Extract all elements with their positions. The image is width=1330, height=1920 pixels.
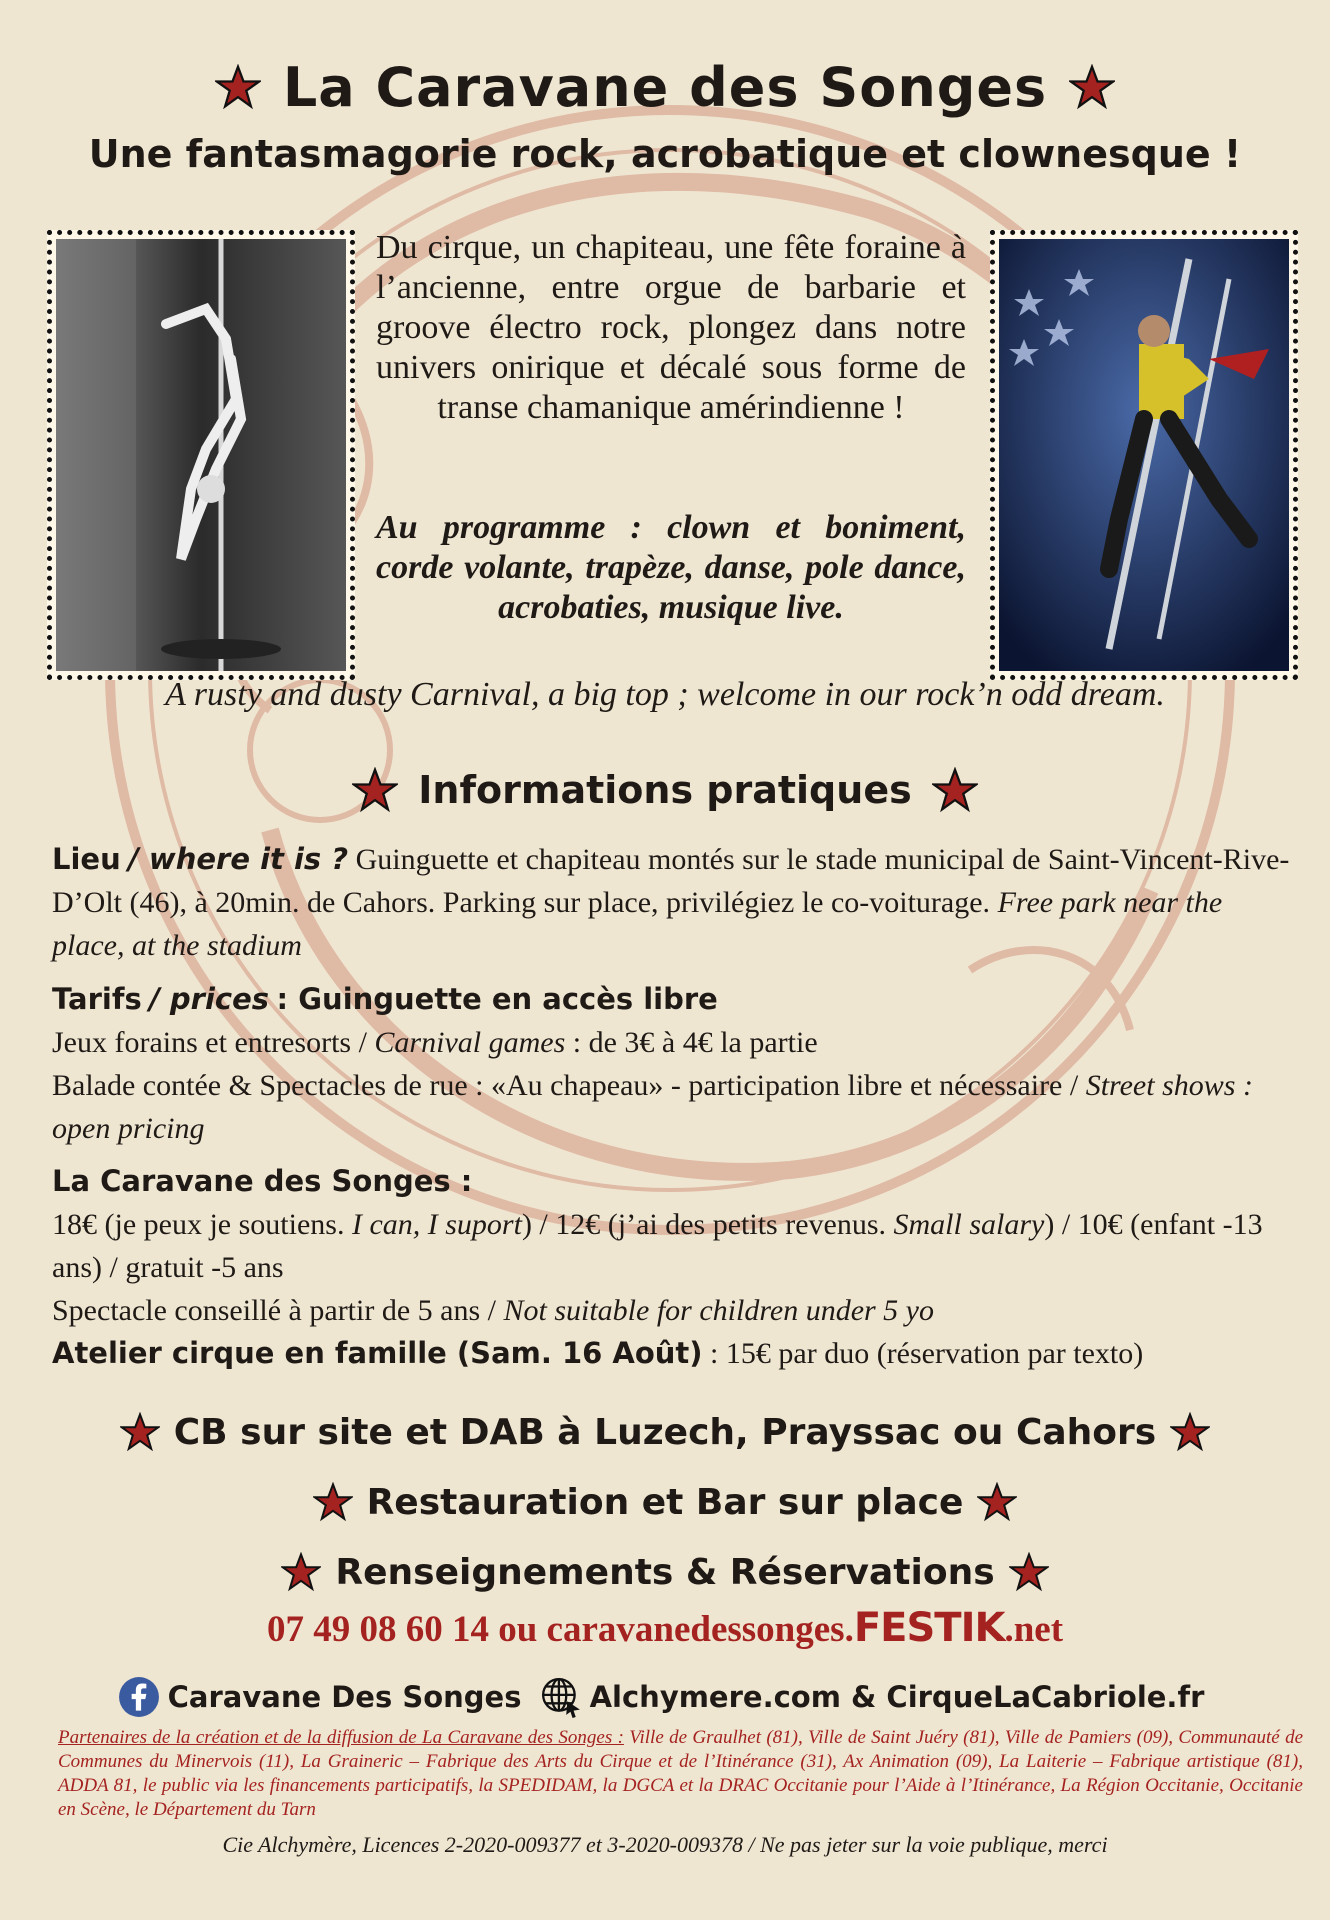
conseil-text: Spectacle conseillé à partir de 5 ans / <box>52 1294 496 1327</box>
atelier-text: : 15€ par duo (réservation par texto) <box>710 1337 1144 1370</box>
caravane-prices <box>52 1203 1302 1289</box>
conseil-line <box>52 1289 1302 1332</box>
bullet-text: Restauration et Bar sur place <box>366 1481 964 1523</box>
social-line <box>0 1676 1330 1718</box>
jeux-line <box>52 1021 1302 1064</box>
lieu-label-en: / where it is ? <box>128 842 349 876</box>
price-part-2-en: Small salary <box>893 1208 1045 1241</box>
section-heading <box>0 765 1330 813</box>
caravane-block <box>52 1160 1302 1375</box>
licence-line: Cie Alchymère, Licences 2-2020-009377 et 3-2020-009378 / Ne pas jeter sur la voie publique, merci <box>222 1832 1108 1857</box>
lieu-text: Guinguette et chapiteau montés sur le stade municipal de Saint-Vincent-Rive-D’Olt (46), à 20min. de Cahors. Parking sur place, privilégiez le co-voiturage. <box>52 843 1290 919</box>
star-icon <box>1069 64 1115 110</box>
star-icon <box>281 1552 321 1592</box>
page-subtitle: Une fantasmagorie rock, acrobatique et clownesque ! <box>88 132 1242 176</box>
partners-label: Partenaires de la création et de la diffusion de La Caravane des Songes : <box>58 1727 624 1748</box>
festik-logo: FESTIK <box>853 1605 1005 1651</box>
lieu-label: Lieu <box>52 842 121 876</box>
jeux-text: Jeux forains et entresorts / <box>52 1026 367 1059</box>
globe-icon <box>540 1676 582 1718</box>
page-title <box>0 52 1330 119</box>
atelier-label: Atelier cirque en famille (Sam. 16 Août) <box>52 1336 703 1370</box>
lieu-block <box>52 838 1302 967</box>
section-title: Informations pratiques <box>418 767 912 812</box>
programme-text: Au programme : clown et boniment, corde volante, trapèze, danse, pole dance, acrobaties, musique live. <box>376 509 966 626</box>
balade-text: Balade contée & Spectacles de rue : «Au chapeau» - participation libre et nécessaire / <box>52 1069 1079 1102</box>
contact-net: .net <box>1004 1609 1064 1650</box>
star-icon <box>932 767 978 813</box>
websites-link[interactable]: Alchymere.com & CirqueLaCabriole.fr <box>589 1680 1205 1714</box>
partners-list: Ville de Graulhet (81), Ville de Saint Juéry (81), Ville de Pamiers (09), Communauté de Communes du Minervois (11), La Graineric – Fabrique des Arts du Cirque et de l’Itinérance (31), Ax Animation (09), La Laiterie – Fabrique artistique (81), ADDA 81, le public via les financements participatifs, la SPEDIDAM, la DGCA et la DRAC Occitanie pour l’Aide à l’Itinérance, La Région Occitanie, Occitanie en Scène, le Département du Tarn <box>58 1727 1304 1820</box>
caravane-label: La Caravane des Songes : <box>52 1164 473 1198</box>
price-part-3: ) / 10€ (enfant -13 ans) / gratuit -5 ans <box>52 1208 1263 1284</box>
price-part-1: 18€ (je peux je soutiens. <box>52 1208 345 1241</box>
star-icon <box>1170 1412 1210 1452</box>
tarifs-label: Tarifs <box>52 982 142 1016</box>
star-icon <box>120 1412 160 1452</box>
jeux-price: : de 3€ à 4€ la partie <box>572 1026 818 1059</box>
title-text: La Caravane des Songes <box>282 55 1048 119</box>
star-icon <box>215 64 261 110</box>
star-icon <box>352 767 398 813</box>
contact-line[interactable] <box>0 1605 1330 1651</box>
conseil-text-en: Not suitable for children under 5 yo <box>503 1294 935 1327</box>
acrobat-photo <box>990 230 1298 680</box>
jeux-text-en: Carnival games <box>374 1026 566 1059</box>
balade-text-en: Street shows : open pricing <box>52 1069 1253 1145</box>
star-icon <box>313 1482 353 1522</box>
facebook-link[interactable]: Caravane Des Songes <box>167 1680 522 1714</box>
tarifs-label-en: / prices <box>149 982 270 1016</box>
intro-text: Du cirque, un chapiteau, une fête foraine à l’ancienne, entre orgue de barbarie et groove électro rock, plongez dans notre univers onirique et décalé sous forme de transe chamanique amérindienne ! <box>376 229 966 426</box>
star-icon <box>1009 1552 1049 1592</box>
star-icon <box>977 1482 1017 1522</box>
facebook-icon[interactable] <box>118 1676 160 1718</box>
bullet-text: CB sur site et DAB à Luzech, Prayssac ou Cahors <box>173 1411 1157 1453</box>
bullet-text: Renseignements & Réservations <box>335 1551 995 1593</box>
tarifs-heading <box>52 978 1302 1021</box>
english-tagline: A rusty and dusty Carnival, a big top ; welcome in our rock’n odd dream. <box>165 676 1165 713</box>
atelier-line <box>52 1332 1302 1375</box>
bullet-renseignements <box>0 1550 1330 1593</box>
tarifs-block <box>52 978 1302 1150</box>
price-part-1-en: I can, I suport <box>351 1208 522 1241</box>
balade-line <box>52 1064 1302 1150</box>
lieu-text-en: Free park near the place, at the stadium <box>52 886 1223 962</box>
bullet-restauration <box>0 1480 1330 1523</box>
tarifs-label-rest: : Guinguette en accès libre <box>276 982 718 1016</box>
partners-text <box>58 1726 1303 1822</box>
pole-dance-photo <box>47 230 355 680</box>
contact-phone-url[interactable]: 07 49 08 60 14 ou caravanedessonges. <box>266 1609 854 1650</box>
bullet-payment <box>0 1410 1330 1453</box>
price-part-2: ) / 12€ (j’ai des petits revenus. <box>521 1208 887 1241</box>
